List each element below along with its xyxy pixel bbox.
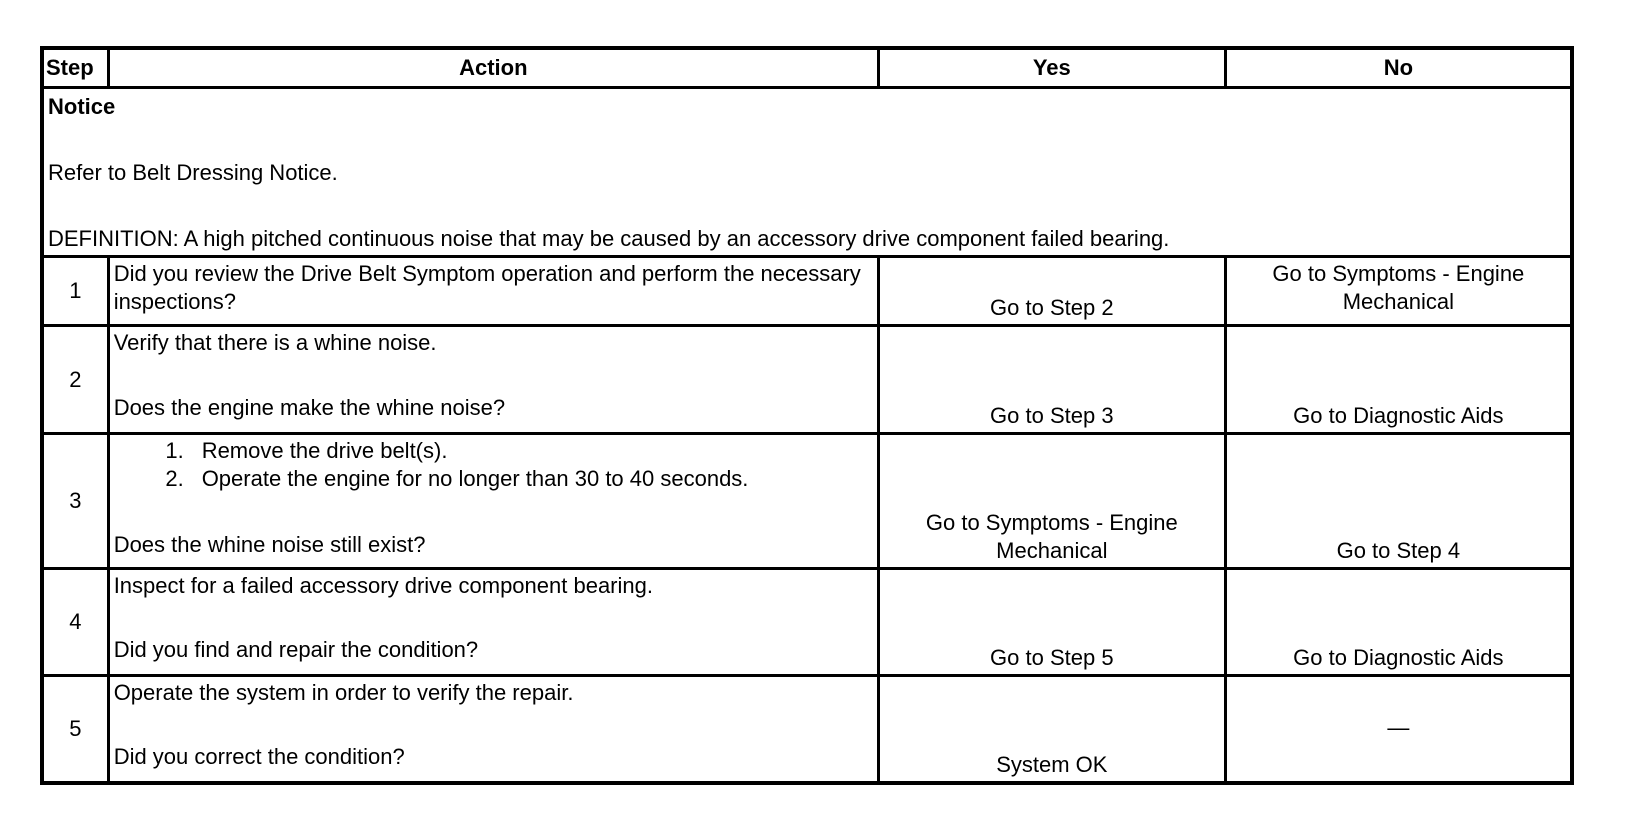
no-cell: — bbox=[1225, 676, 1572, 784]
action-question: Did you review the Drive Belt Symptom operation and perform the necessary inspections? bbox=[113, 261, 861, 314]
yes-cell: Go to Step 3 bbox=[878, 326, 1225, 434]
action-cell bbox=[108, 569, 878, 676]
action-question: Did you correct the condition? bbox=[113, 744, 405, 769]
no-cell: Go to Diagnostic Aids bbox=[1225, 569, 1572, 676]
action-cell bbox=[108, 326, 878, 434]
list-item-number: 2. bbox=[165, 466, 184, 491]
action-instruction: Verify that there is a whine noise. bbox=[113, 330, 437, 355]
notice-title: Notice bbox=[48, 94, 116, 119]
list-item-text: Remove the drive belt(s). bbox=[201, 438, 448, 463]
notice-cell bbox=[42, 88, 1572, 257]
notice-row bbox=[42, 88, 1572, 257]
table-row bbox=[42, 257, 1572, 326]
notice-belt-dressing: Refer to Belt Dressing Notice. bbox=[48, 160, 338, 185]
action-question: Did you find and repair the condition? bbox=[113, 637, 479, 662]
action-question: Does the engine make the whine noise? bbox=[113, 395, 506, 420]
no-cell: Go to Step 4 bbox=[1225, 434, 1572, 569]
action-cell bbox=[108, 434, 878, 569]
table-row bbox=[42, 569, 1572, 676]
list-item-number: 1. bbox=[165, 438, 184, 463]
step-number: 1 bbox=[42, 257, 108, 326]
table-row bbox=[42, 434, 1572, 569]
action-instruction: Operate the system in order to verify the repair. bbox=[113, 680, 574, 705]
action-instruction: Inspect for a failed accessory drive component bearing. bbox=[113, 573, 653, 598]
yes-cell: Go to Step 2 bbox=[878, 257, 1225, 326]
table-row bbox=[42, 676, 1572, 784]
step-number: 5 bbox=[42, 676, 108, 784]
header-no: No bbox=[1225, 48, 1572, 88]
yes-cell: System OK bbox=[878, 676, 1225, 784]
table-row bbox=[42, 326, 1572, 434]
step-number: 4 bbox=[42, 569, 108, 676]
header-yes: Yes bbox=[878, 48, 1225, 88]
step-number: 3 bbox=[42, 434, 108, 569]
list-item-text: Operate the engine for no longer than 30 to 40 seconds. bbox=[201, 466, 749, 491]
step-number: 2 bbox=[42, 326, 108, 434]
yes-cell: Go to Step 5 bbox=[878, 569, 1225, 676]
header-step: Step bbox=[42, 48, 108, 88]
action-question: Does the whine noise still exist? bbox=[113, 532, 426, 557]
header-action: Action bbox=[108, 48, 878, 88]
notice-definition: DEFINITION: A high pitched continuous noise that may be caused by an accessory drive component failed bearing. bbox=[48, 226, 1170, 251]
yes-cell: Go to Symptoms - Engine Mechanical bbox=[878, 434, 1225, 569]
list-item bbox=[114, 437, 873, 465]
no-cell: Go to Diagnostic Aids bbox=[1225, 326, 1572, 434]
action-cell bbox=[108, 257, 878, 326]
action-cell bbox=[108, 676, 878, 784]
diagnostic-table bbox=[40, 46, 1574, 785]
action-steps-list bbox=[114, 437, 873, 493]
list-item bbox=[114, 465, 873, 493]
no-cell: Go to Symptoms - Engine Mechanical bbox=[1225, 257, 1572, 326]
table-header-row bbox=[42, 48, 1572, 88]
